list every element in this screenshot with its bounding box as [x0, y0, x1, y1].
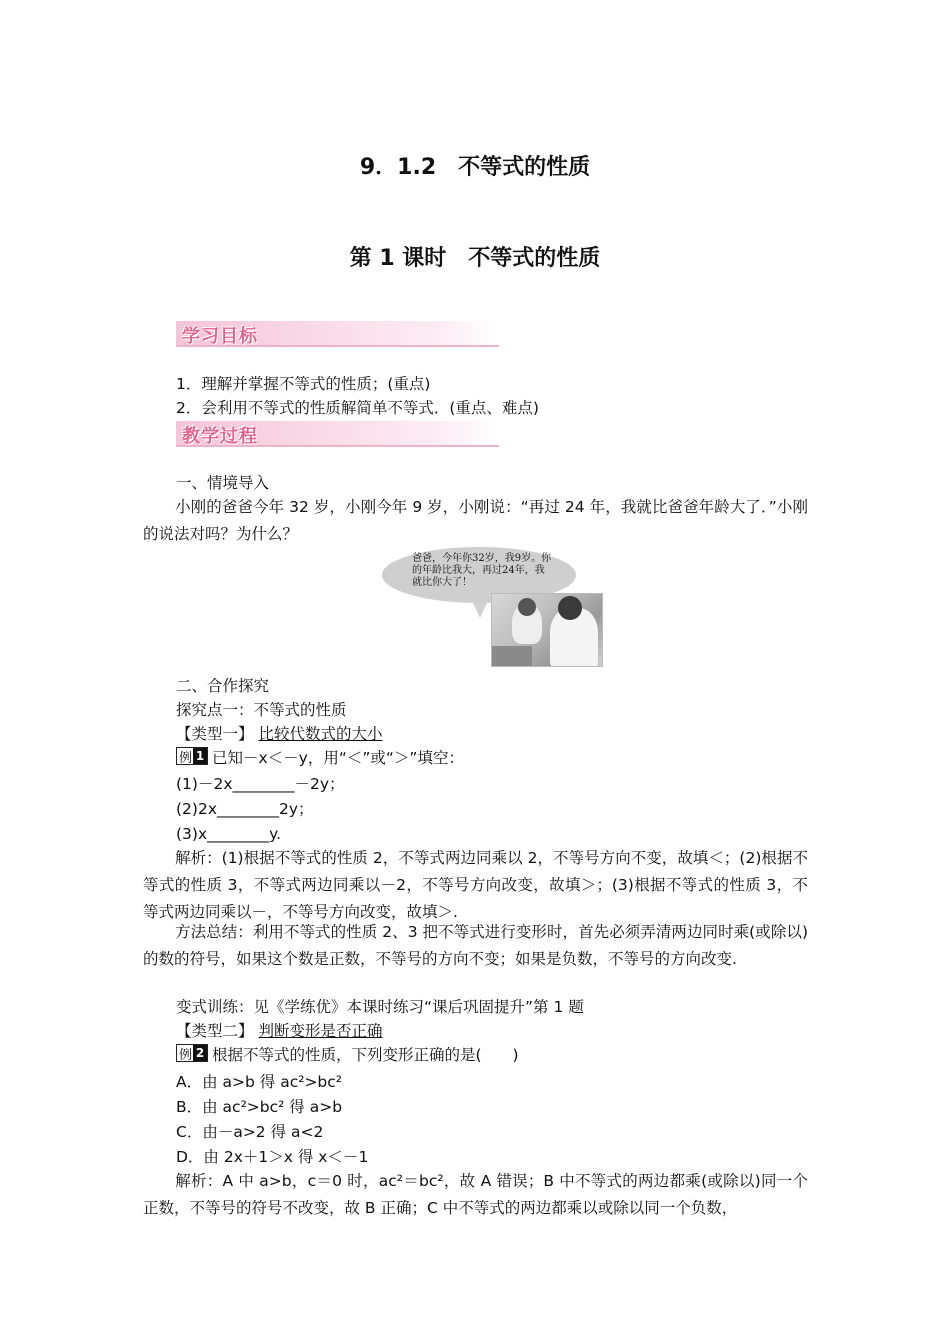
type1-bracket: 【类型一】	[176, 725, 254, 743]
type2-heading	[176, 1019, 382, 1043]
example1-item: (1)－2x________－2y；	[176, 775, 345, 793]
example2-badge: 例 2	[176, 1044, 208, 1062]
method-summary: 方法总结：利用不等式的性质 2、3 把不等式进行变形时，首先必须弄清两边同时乘(或除以)的数的符号，如果这个数是正数，不等号的方向不变；如果是负数，不等号的方向改变.	[143, 923, 808, 968]
father-son-photo	[491, 593, 603, 667]
example2-prompt: 根据不等式的性质，下列变形正确的是( )	[212, 1046, 519, 1064]
goal-item: 2．会利用不等式的性质解简单不等式．(重点、难点)	[176, 399, 539, 417]
intro-paragraph	[143, 494, 808, 548]
banner-teaching-process	[176, 421, 499, 447]
page-title: 9．1.2 不等式的性质	[359, 155, 591, 180]
example2-option: B．由 ac²>bc² 得 a>b	[176, 1098, 343, 1116]
type2-title: 判断变形是否正确	[258, 1022, 383, 1040]
example1-badge: 例 1	[176, 747, 208, 765]
example2-analysis: 解析：A 中 a>b，c＝0 时，ac²＝bc²，故 A 错误；B 中不等式的两边都乘(或除以)同一个正数，不等号的符号不改变，故 B 正确；C 中不等式的两边都乘以或除以同一个负数，	[143, 1172, 808, 1217]
example2	[176, 1043, 519, 1067]
example2-option: A．由 a>b 得 ac²>bc²	[176, 1073, 343, 1091]
type2-bracket: 【类型二】	[176, 1022, 254, 1040]
example2-option: C．由－a>2 得 a<2	[176, 1123, 324, 1141]
section-heading: 一、情境导入	[176, 474, 270, 492]
banner-learning-goals	[176, 321, 499, 347]
variant-training: 变式训练：见《学练优》本课时练习“课后巩固提升”第 1 题	[176, 998, 584, 1016]
section-heading: 二、合作探究	[176, 677, 270, 695]
speech-bubble-tail	[470, 596, 490, 618]
speech-bubble-text: 爸爸，今年你32岁，我9岁。你的年龄比我大，再过24年，我就比你大了！	[412, 553, 552, 588]
example1-item: (2)2x________2y；	[176, 800, 314, 818]
example1-analysis: 解析：(1)根据不等式的性质 2，不等式两边同乘以 2，不等号方向不变，故填＜；(2)根据不等式的性质 3，不等式两边同乘以－2，不等号方向改变，故填＞；(3)根据不等式的性质 3，不等式两边同乘以－，不等号方向改变，故填＞.	[143, 849, 808, 921]
lesson-title: 第 1 课时 不等式的性质	[349, 246, 601, 271]
type1-title: 比较代数式的大小	[258, 725, 383, 743]
example1-prompt: 已知－x＜－y，用“＜”或“＞”填空：	[212, 749, 464, 767]
type1-heading	[176, 722, 382, 746]
example1-item: (3)x________y.	[176, 825, 282, 843]
explore-point: 探究点一：不等式的性质	[176, 701, 347, 719]
banner-learning-goals-label: 学习目标	[182, 326, 258, 347]
intro-text: 小刚的爸爸今年 32 岁，小刚今年 9 岁，小刚说：“再过 24 年，我就比爸爸年龄大了．”小刚的说法对吗？为什么？	[143, 498, 808, 543]
goal-item: 1．理解并掌握不等式的性质；(重点)	[176, 375, 431, 393]
banner-teaching-process-label: 教学过程	[182, 426, 258, 447]
example1	[176, 746, 464, 770]
example2-option: D．由 2x＋1＞x 得 x＜－1	[176, 1148, 369, 1166]
